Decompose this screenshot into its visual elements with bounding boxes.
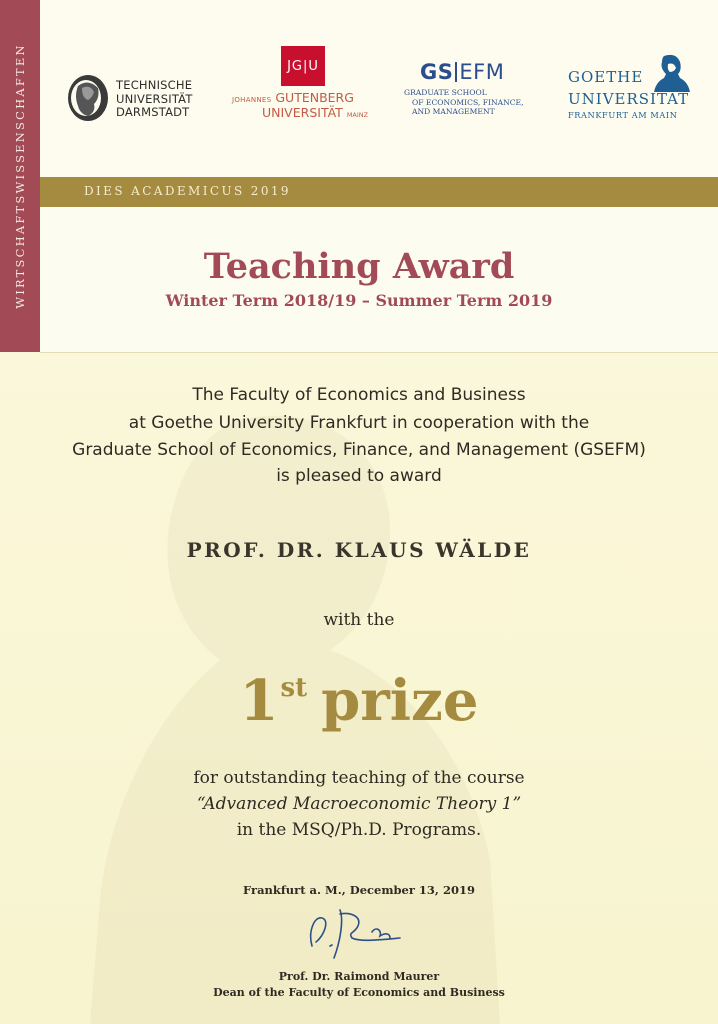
jgu-gutenberg: GUTENBERG (275, 90, 354, 105)
prize-number: 1 (239, 668, 279, 734)
signature-image (300, 902, 420, 966)
tu-darmstadt-name (116, 79, 193, 120)
goethe-name: GOETHE (568, 68, 644, 86)
prize-ordinal: st (280, 673, 308, 703)
tu-line-1: TECHNISCHE (116, 78, 193, 92)
prize-word: prize (321, 668, 479, 734)
gsefm-line-3: AND MANAGEMENT (412, 107, 495, 116)
signer-title: Dean of the Faculty of Economics and Business (213, 986, 505, 999)
course-line-3: in the MSQ/Ph.D. Programs. (236, 820, 482, 840)
goethe-university-logo (566, 52, 701, 127)
dies-academicus-band (40, 177, 718, 207)
jgu-box: JG|U (281, 46, 325, 86)
gsefm-title (420, 60, 504, 84)
intro-line-3: Graduate School of Economics, Finance, and Management (GSEFM) (72, 440, 646, 460)
goethe-city: FRANKFURT AM MAIN (568, 110, 678, 120)
goethe-portrait-icon (650, 52, 690, 92)
intro-line-1: The Faculty of Economics and Business (192, 385, 526, 405)
recipient-name: PROF. DR. KLAUS WÄLDE (186, 538, 532, 562)
course-line-1: for outstanding teaching of the course (193, 768, 525, 788)
gsefm-logo (404, 60, 564, 125)
tu-line-2: UNIVERSITÄT (116, 91, 193, 106)
intro-line-2: at Goethe University Frankfurt in cooperation with the (128, 413, 590, 433)
tu-darmstadt-logo (66, 72, 206, 128)
jgu-prefix: JOHANNES (232, 96, 272, 104)
award-title: Teaching Award (203, 246, 515, 287)
place-date: Frankfurt a. M., December 13, 2019 (243, 883, 475, 897)
side-label: WIRTSCHAFTSWISSENSCHAFTEN (13, 43, 27, 309)
prize-title (0, 668, 718, 734)
jgu-name-line-2 (262, 105, 368, 120)
band-title: DIES ACADEMICUS 2019 (84, 184, 291, 198)
with-the-text: with the (323, 610, 395, 630)
gsefm-line-2: OF ECONOMICS, FINANCE, (412, 97, 524, 107)
course-line-2: “Advanced Macroeconomic Theory 1” (196, 794, 522, 814)
award-term: Winter Term 2018/19 – Summer Term 2019 (165, 291, 553, 310)
jgu-mainz: MAINZ (346, 111, 369, 119)
intro-line-4: is pleased to award (276, 466, 442, 486)
gsefm-gs: GS (420, 60, 454, 84)
athena-head-icon (66, 74, 110, 122)
gsefm-subtitle (404, 88, 524, 117)
goethe-universitaet: UNIVERSITÄT (568, 90, 690, 108)
jgu-universitaet: UNIVERSITÄT (262, 105, 343, 120)
signer-name: Prof. Dr. Raimond Maurer (278, 970, 440, 983)
tu-line-3: DARMSTADT (116, 105, 190, 119)
gsefm-efm: EFM (459, 60, 505, 84)
gsefm-line-1: GRADUATE SCHOOL (404, 88, 487, 97)
jgu-name-line-1 (232, 90, 382, 105)
jgu-mainz-logo (232, 46, 382, 126)
